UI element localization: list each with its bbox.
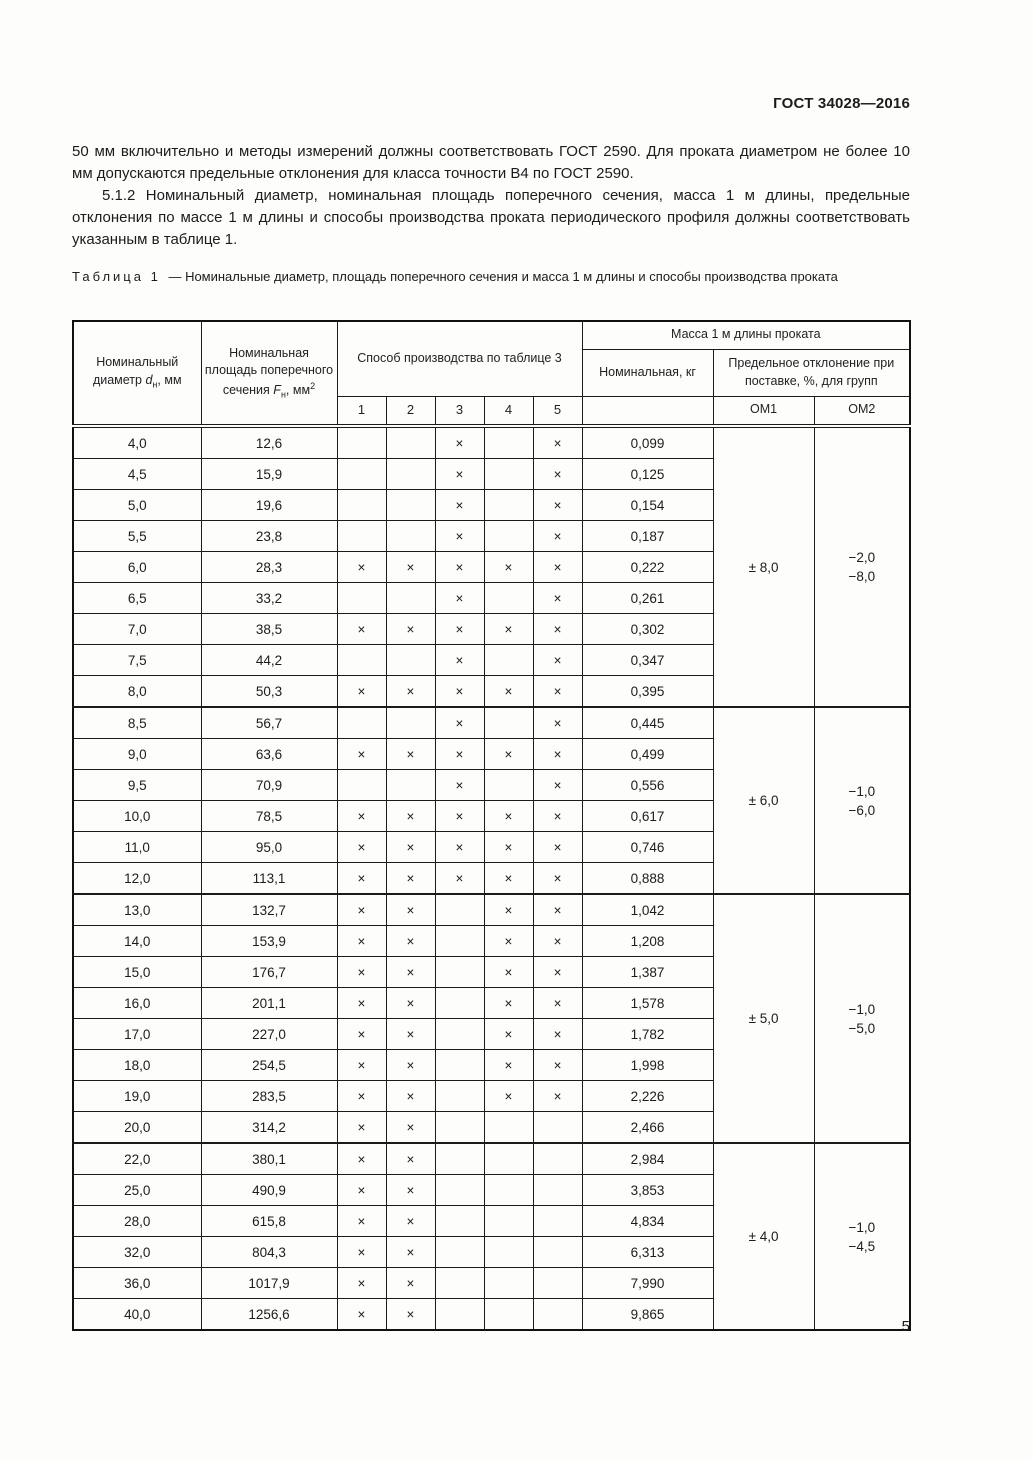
area-cell: 78,5 [201, 801, 337, 832]
col-header-om2: ОМ2 [814, 396, 910, 426]
area-cell: 15,9 [201, 459, 337, 490]
mass-cell: 4,834 [582, 1206, 713, 1237]
diameter-cell: 22,0 [73, 1143, 201, 1175]
diameter-cell: 18,0 [73, 1050, 201, 1081]
method-4-cell [484, 1268, 533, 1299]
mass-cell: 0,154 [582, 490, 713, 521]
method-1-cell: × [337, 1268, 386, 1299]
method-3-cell: × [435, 801, 484, 832]
method-2-cell: × [386, 1143, 435, 1175]
method-4-cell: × [484, 957, 533, 988]
method-2-cell: × [386, 1081, 435, 1112]
method-5-cell: × [533, 583, 582, 614]
diameter-cell: 20,0 [73, 1112, 201, 1144]
method-5-cell: × [533, 957, 582, 988]
table-row [73, 707, 910, 739]
method-1-cell [337, 459, 386, 490]
method-5-cell [533, 1112, 582, 1144]
method-1-cell [337, 521, 386, 552]
method-4-cell: × [484, 1081, 533, 1112]
mass-cell: 1,998 [582, 1050, 713, 1081]
method-4-cell: × [484, 832, 533, 863]
table-row [73, 1143, 910, 1175]
diameter-cell: 14,0 [73, 926, 201, 957]
diameter-cell: 8,5 [73, 707, 201, 739]
diameter-cell: 28,0 [73, 1206, 201, 1237]
area-cell: 50,3 [201, 676, 337, 708]
method-3-cell: × [435, 832, 484, 863]
mass-cell: 2,226 [582, 1081, 713, 1112]
mass-cell: 0,395 [582, 676, 713, 708]
method-4-cell [484, 426, 533, 459]
diameter-cell: 10,0 [73, 801, 201, 832]
method-1-cell [337, 490, 386, 521]
area-cell: 70,9 [201, 770, 337, 801]
method-1-cell: × [337, 676, 386, 708]
table-body [73, 426, 910, 1330]
method-4-cell: × [484, 1019, 533, 1050]
area-cell: 254,5 [201, 1050, 337, 1081]
col-header-method-2: 2 [386, 396, 435, 426]
area-cell: 95,0 [201, 832, 337, 863]
method-2-cell [386, 426, 435, 459]
method-4-cell: × [484, 739, 533, 770]
method-5-cell: × [533, 614, 582, 645]
method-4-cell: × [484, 614, 533, 645]
method-1-cell: × [337, 863, 386, 895]
body-text-block [72, 141, 910, 251]
col-header-nominal-diameter [73, 321, 201, 426]
diameter-cell: 12,0 [73, 863, 201, 895]
method-5-cell: × [533, 676, 582, 708]
mass-cell: 0,125 [582, 459, 713, 490]
mass-cell: 1,042 [582, 894, 713, 926]
method-3-cell: × [435, 707, 484, 739]
method-4-cell: × [484, 863, 533, 895]
col-header-mass-per-meter: Масса 1 м длины проката [582, 321, 910, 349]
table-1-rolled-products [72, 320, 911, 1331]
method-5-cell: × [533, 521, 582, 552]
method-3-cell [435, 1143, 484, 1175]
diameter-cell: 6,5 [73, 583, 201, 614]
diameter-cell: 25,0 [73, 1175, 201, 1206]
method-4-cell: × [484, 1050, 533, 1081]
method-4-cell: × [484, 894, 533, 926]
method-3-cell [435, 926, 484, 957]
diameter-cell: 15,0 [73, 957, 201, 988]
doc-number: ГОСТ 34028—2016 [773, 95, 910, 112]
header-row-1 [73, 321, 910, 349]
mass-cell: 0,445 [582, 707, 713, 739]
area-cell: 1017,9 [201, 1268, 337, 1299]
method-2-cell: × [386, 1112, 435, 1144]
om2-line: −1,0 [848, 1219, 876, 1235]
method-2-cell: × [386, 926, 435, 957]
area-unit-superscript: 2 [310, 381, 316, 392]
area-unit: , мм [285, 383, 311, 398]
diameter-symbol: d [145, 373, 153, 388]
method-2-cell [386, 583, 435, 614]
method-1-cell: × [337, 801, 386, 832]
method-4-cell [484, 521, 533, 552]
method-4-cell [484, 707, 533, 739]
area-cell: 227,0 [201, 1019, 337, 1050]
diameter-cell: 8,0 [73, 676, 201, 708]
method-4-cell [484, 645, 533, 676]
diameter-cell: 40,0 [73, 1299, 201, 1331]
mass-cell: 2,984 [582, 1143, 713, 1175]
method-1-cell: × [337, 926, 386, 957]
method-3-cell: × [435, 770, 484, 801]
area-symbol: F [273, 383, 281, 398]
area-cell: 132,7 [201, 894, 337, 926]
mass-cell: 0,099 [582, 426, 713, 459]
mass-cell: 1,387 [582, 957, 713, 988]
method-5-cell [533, 1175, 582, 1206]
mass-cell: 7,990 [582, 1268, 713, 1299]
method-3-cell: × [435, 614, 484, 645]
method-3-cell [435, 1268, 484, 1299]
method-1-cell: × [337, 1019, 386, 1050]
area-cell: 380,1 [201, 1143, 337, 1175]
area-cell: 12,6 [201, 426, 337, 459]
method-5-cell: × [533, 490, 582, 521]
method-1-cell: × [337, 988, 386, 1019]
diameter-subscript: н [152, 379, 158, 390]
method-2-cell [386, 490, 435, 521]
method-1-cell: × [337, 739, 386, 770]
method-5-cell: × [533, 645, 582, 676]
col-header-deviation: Предельное отклонение при поставке, %, для групп [713, 349, 910, 396]
diameter-unit: , мм [157, 373, 182, 388]
method-4-cell: × [484, 801, 533, 832]
method-3-cell: × [435, 426, 484, 459]
om2-group-value [814, 426, 910, 707]
method-4-cell [484, 1206, 533, 1237]
diameter-cell: 7,5 [73, 645, 201, 676]
method-1-cell: × [337, 1050, 386, 1081]
col-header-method-5: 5 [533, 396, 582, 426]
method-1-cell [337, 645, 386, 676]
area-cell: 33,2 [201, 583, 337, 614]
page-number: 5 [901, 1318, 910, 1335]
method-1-cell: × [337, 1081, 386, 1112]
method-3-cell: × [435, 863, 484, 895]
col-header-nominal-mass: Номинальная, кг [582, 349, 713, 396]
diameter-cell: 6,0 [73, 552, 201, 583]
method-3-cell: × [435, 521, 484, 552]
method-3-cell: × [435, 552, 484, 583]
col-header-production-method: Способ производства по таблице 3 [337, 321, 582, 396]
col-header-om1: ОМ1 [713, 396, 814, 426]
om2-line: −1,0 [848, 783, 876, 799]
diameter-cell: 7,0 [73, 614, 201, 645]
method-5-cell: × [533, 426, 582, 459]
method-2-cell: × [386, 863, 435, 895]
method-5-cell: × [533, 801, 582, 832]
om1-group-value: ± 4,0 [713, 1143, 814, 1330]
method-3-cell: × [435, 583, 484, 614]
method-2-cell: × [386, 676, 435, 708]
method-5-cell: × [533, 863, 582, 895]
method-5-cell: × [533, 1019, 582, 1050]
mass-cell: 0,347 [582, 645, 713, 676]
method-3-cell [435, 1050, 484, 1081]
diameter-cell: 11,0 [73, 832, 201, 863]
method-4-cell: × [484, 552, 533, 583]
method-1-cell: × [337, 1206, 386, 1237]
mass-cell: 1,782 [582, 1019, 713, 1050]
method-2-cell: × [386, 1206, 435, 1237]
method-1-cell: × [337, 614, 386, 645]
method-4-cell: × [484, 988, 533, 1019]
method-2-cell: × [386, 552, 435, 583]
method-5-cell [533, 1143, 582, 1175]
mass-cell: 0,499 [582, 739, 713, 770]
mass-cell: 0,261 [582, 583, 713, 614]
mass-cell: 0,222 [582, 552, 713, 583]
area-subscript: н [280, 389, 286, 400]
method-4-cell [484, 583, 533, 614]
table-caption [72, 266, 910, 287]
om2-group-value [814, 707, 910, 894]
om1-group-value: ± 6,0 [713, 707, 814, 894]
table-row [73, 894, 910, 926]
method-3-cell [435, 988, 484, 1019]
diameter-cell: 4,5 [73, 459, 201, 490]
paragraph-continuation: 50 мм включительно и методы измерений должны соответствовать ГОСТ 2590. Для проката диаметром не более 10 мм допускаются предельные отклонения для класса точности В4 по ГОСТ 2590. [72, 143, 910, 182]
area-cell: 283,5 [201, 1081, 337, 1112]
area-cell: 63,6 [201, 739, 337, 770]
method-5-cell: × [533, 1050, 582, 1081]
col-header-method-4: 4 [484, 396, 533, 426]
method-2-cell: × [386, 801, 435, 832]
method-1-cell: × [337, 1175, 386, 1206]
om2-line: −2,0 [848, 550, 876, 565]
mass-cell: 3,853 [582, 1175, 713, 1206]
col-header-method-3: 3 [435, 396, 484, 426]
area-cell: 44,2 [201, 645, 337, 676]
method-2-cell: × [386, 1268, 435, 1299]
method-3-cell [435, 894, 484, 926]
area-cell: 113,1 [201, 863, 337, 895]
area-cell: 19,6 [201, 490, 337, 521]
om2-line: −4,5 [848, 1238, 876, 1254]
method-1-cell [337, 770, 386, 801]
method-1-cell: × [337, 894, 386, 926]
col-header-empty [582, 396, 713, 426]
method-5-cell: × [533, 926, 582, 957]
om2-line: −8,0 [848, 569, 876, 584]
om2-line: −5,0 [848, 1020, 876, 1036]
method-3-cell [435, 1081, 484, 1112]
method-2-cell: × [386, 1019, 435, 1050]
method-2-cell [386, 707, 435, 739]
method-5-cell: × [533, 739, 582, 770]
diameter-cell: 5,0 [73, 490, 201, 521]
diameter-cell: 13,0 [73, 894, 201, 926]
om2-group-value [814, 1143, 910, 1330]
area-cell: 38,5 [201, 614, 337, 645]
method-2-cell [386, 521, 435, 552]
method-2-cell: × [386, 739, 435, 770]
om2-line: −6,0 [848, 802, 876, 818]
om1-group-value: ± 5,0 [713, 894, 814, 1143]
area-cell: 1256,6 [201, 1299, 337, 1331]
method-5-cell: × [533, 770, 582, 801]
mass-cell: 9,865 [582, 1299, 713, 1331]
diameter-cell: 9,5 [73, 770, 201, 801]
mass-cell: 2,466 [582, 1112, 713, 1144]
table-row [73, 426, 910, 459]
method-5-cell: × [533, 459, 582, 490]
area-header-text: Номинальная площадь поперечного сечения [204, 345, 334, 398]
method-3-cell: × [435, 676, 484, 708]
method-5-cell: × [533, 988, 582, 1019]
method-4-cell [484, 1112, 533, 1144]
diameter-header-text: Номинальный диаметр [92, 355, 179, 388]
mass-cell: 1,208 [582, 926, 713, 957]
method-1-cell: × [337, 832, 386, 863]
method-1-cell: × [337, 1112, 386, 1144]
area-cell: 490,9 [201, 1175, 337, 1206]
method-5-cell [533, 1206, 582, 1237]
diameter-cell: 4,0 [73, 426, 201, 459]
method-3-cell: × [435, 645, 484, 676]
mass-cell: 0,302 [582, 614, 713, 645]
diameter-cell: 19,0 [73, 1081, 201, 1112]
method-2-cell: × [386, 1237, 435, 1268]
mass-cell: 0,888 [582, 863, 713, 895]
table-header [73, 321, 910, 426]
area-cell: 201,1 [201, 988, 337, 1019]
table-caption-label: Таблица 1 [72, 269, 161, 284]
method-2-cell [386, 459, 435, 490]
method-2-cell: × [386, 1175, 435, 1206]
method-5-cell: × [533, 1081, 582, 1112]
method-2-cell [386, 645, 435, 676]
col-header-method-1: 1 [337, 396, 386, 426]
method-4-cell [484, 1143, 533, 1175]
diameter-cell: 17,0 [73, 1019, 201, 1050]
method-3-cell [435, 1175, 484, 1206]
method-2-cell: × [386, 988, 435, 1019]
method-1-cell: × [337, 1143, 386, 1175]
area-cell: 176,7 [201, 957, 337, 988]
area-cell: 153,9 [201, 926, 337, 957]
method-1-cell: × [337, 1299, 386, 1331]
table-caption-text: — Номинальные диаметр, площадь поперечного сечения и масса 1 м длины и способы производства проката [168, 269, 838, 284]
method-4-cell [484, 459, 533, 490]
method-4-cell [484, 1175, 533, 1206]
method-1-cell: × [337, 1237, 386, 1268]
paragraph-5-1-2: 5.1.2 Номинальный диаметр, номинальная площадь поперечного сечения, масса 1 м длины, предельные отклонения по массе 1 м длины и способы производства проката периодического профиля должны соответствовать указанным в таблице 1. [72, 187, 910, 248]
area-cell: 804,3 [201, 1237, 337, 1268]
mass-cell: 6,313 [582, 1237, 713, 1268]
method-5-cell: × [533, 552, 582, 583]
method-2-cell [386, 770, 435, 801]
method-1-cell: × [337, 957, 386, 988]
diameter-cell: 16,0 [73, 988, 201, 1019]
method-2-cell: × [386, 1299, 435, 1331]
method-4-cell [484, 490, 533, 521]
mass-cell: 0,556 [582, 770, 713, 801]
method-5-cell: × [533, 707, 582, 739]
diameter-cell: 32,0 [73, 1237, 201, 1268]
method-3-cell: × [435, 490, 484, 521]
method-3-cell: × [435, 459, 484, 490]
om2-group-value [814, 894, 910, 1143]
method-2-cell: × [386, 1050, 435, 1081]
method-5-cell [533, 1237, 582, 1268]
method-3-cell [435, 1206, 484, 1237]
method-5-cell: × [533, 832, 582, 863]
method-5-cell: × [533, 894, 582, 926]
method-2-cell: × [386, 614, 435, 645]
area-cell: 23,8 [201, 521, 337, 552]
area-cell: 314,2 [201, 1112, 337, 1144]
method-4-cell: × [484, 926, 533, 957]
method-1-cell: × [337, 552, 386, 583]
method-3-cell [435, 1112, 484, 1144]
method-2-cell: × [386, 832, 435, 863]
om1-group-value: ± 8,0 [713, 426, 814, 707]
mass-cell: 0,187 [582, 521, 713, 552]
method-3-cell [435, 1237, 484, 1268]
method-4-cell [484, 770, 533, 801]
method-1-cell [337, 426, 386, 459]
diameter-cell: 5,5 [73, 521, 201, 552]
diameter-cell: 9,0 [73, 739, 201, 770]
method-3-cell: × [435, 739, 484, 770]
mass-cell: 1,578 [582, 988, 713, 1019]
diameter-cell: 36,0 [73, 1268, 201, 1299]
method-4-cell: × [484, 676, 533, 708]
method-4-cell [484, 1237, 533, 1268]
method-3-cell [435, 957, 484, 988]
om2-line: −1,0 [848, 1001, 876, 1017]
method-1-cell [337, 707, 386, 739]
col-header-nominal-area [201, 321, 337, 426]
mass-cell: 0,617 [582, 801, 713, 832]
area-cell: 56,7 [201, 707, 337, 739]
method-2-cell: × [386, 894, 435, 926]
method-3-cell [435, 1019, 484, 1050]
method-2-cell: × [386, 957, 435, 988]
method-1-cell [337, 583, 386, 614]
area-cell: 615,8 [201, 1206, 337, 1237]
method-5-cell [533, 1268, 582, 1299]
area-cell: 28,3 [201, 552, 337, 583]
mass-cell: 0,746 [582, 832, 713, 863]
